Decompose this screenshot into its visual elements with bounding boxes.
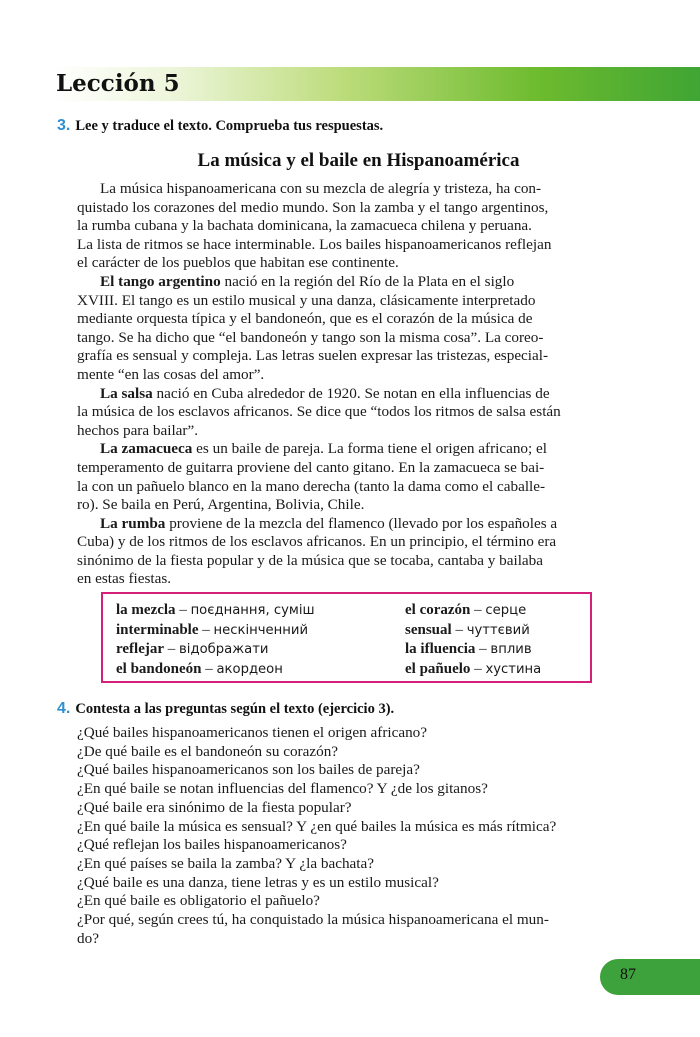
vocab-term: sensual xyxy=(405,621,452,638)
question-item: ¿En qué baile se notan influencias del flamenco? Y ¿de los gitanos? xyxy=(77,780,488,798)
question-item: do? xyxy=(77,929,99,947)
vocab-translation: поєднання, суміш xyxy=(190,603,315,618)
question-item: ¿Qué bailes hispanoamericanos tienen el origen africano? xyxy=(77,724,428,741)
vocabulary-column-right xyxy=(405,601,541,680)
exercise-3-instruction xyxy=(57,117,383,135)
vocab-translation: чуттєвий xyxy=(466,622,530,638)
term-zamacueca: La zamacueca xyxy=(100,440,193,458)
text-line: ro). Se baila en Perú, Argentina, Bolivia, Chile. xyxy=(77,496,365,514)
question-list xyxy=(77,724,642,948)
vocab-separator: – xyxy=(475,641,491,658)
vocab-separator: – xyxy=(201,661,217,678)
vocab-item xyxy=(116,601,315,621)
text-line: sinónimo de la fiesta popular y de la música que se tocaba, cantaba y bailaba xyxy=(77,551,543,569)
vocab-term: reflejar xyxy=(116,641,165,658)
paragraph-tango xyxy=(77,273,640,385)
vocab-translation: нескінченний xyxy=(213,622,309,638)
question-item: ¿En qué países se baila la zamba? Y ¿la bachata? xyxy=(77,854,374,872)
paragraph-zamacueca xyxy=(77,440,640,514)
vocab-term: la ifluencia xyxy=(405,641,476,658)
vocab-item xyxy=(116,640,315,660)
term-salsa: La salsa xyxy=(100,384,153,402)
text-line: el carácter de los pueblos que habitan ese continente. xyxy=(77,254,399,272)
vocab-separator: – xyxy=(164,641,180,658)
text-line: tango. Se ha dicho que “el bandoneón y tango son la misma cosa”. La coreo- xyxy=(77,328,544,346)
vocab-translation: серце xyxy=(485,603,527,618)
vocab-item xyxy=(116,660,315,680)
text-line xyxy=(77,385,640,404)
vocab-separator: – xyxy=(198,621,214,638)
text-fragment: es un baile de pareja. La forma tiene el origen africano; el xyxy=(192,440,547,458)
exercise-3-number: 3. xyxy=(57,117,71,134)
question-item: ¿En qué baile la música es sensual? Y ¿en qué bailes la música es más rítmica? xyxy=(77,817,557,835)
text-line: temperamento de guitarra proviene del canto gitano. En la zamacueca se bai- xyxy=(77,458,545,476)
vocab-term: el pañuelo xyxy=(405,661,471,678)
exercise-4-instruction xyxy=(57,700,394,718)
vocab-term: interminable xyxy=(116,621,199,638)
exercise-4-number: 4. xyxy=(57,700,71,717)
vocab-term: la mezcla xyxy=(116,602,176,618)
vocabulary-column-left xyxy=(116,601,315,680)
text-line: la música de los esclavos africanos. Se dice que “todos los ritmos de salsa están xyxy=(77,403,561,421)
vocab-term: el corazón xyxy=(405,602,471,618)
page-number-tab xyxy=(600,959,700,995)
vocab-item xyxy=(405,601,541,621)
text-fragment: nació en Cuba alrededor de 1920. Se notan en ella influencias de xyxy=(152,384,550,402)
exercise-4-text: Contesta a las preguntas según el texto (ejercicio 3). xyxy=(75,701,395,717)
vocab-separator: – xyxy=(470,602,486,618)
paragraph-salsa xyxy=(77,385,640,441)
text-fragment: nació en la región del Río de la Plata en el siglo xyxy=(220,272,515,290)
vocab-translation: акордеон xyxy=(216,662,283,678)
question-item: ¿Qué bailes hispanoamericanos son los bailes de pareja? xyxy=(77,761,420,779)
text-line: la rumba cubana y la bachata dominicana, la zamacueca chilena y peruana. xyxy=(77,217,532,235)
text-line xyxy=(77,440,640,459)
question-item: ¿De qué baile es el bandoneón su corazón? xyxy=(77,742,339,760)
text-line: grafía es sensual y compleja. Las letras suelen expresar las tristezas, especial- xyxy=(77,347,549,365)
reading-title: La música y el baile en Hispanoamérica xyxy=(197,150,520,171)
text-line: hechos para bailar”. xyxy=(77,421,199,439)
text-line: la con un pañuelo blanco en la mano derecha (tanto la dama como el caballe- xyxy=(77,477,546,495)
vocab-translation: хустина xyxy=(485,662,542,678)
vocab-term: el bandoneón xyxy=(116,661,202,678)
vocab-translation: вплив xyxy=(490,642,532,658)
text-line: en estas fiestas. xyxy=(77,570,172,588)
text-line xyxy=(77,273,640,292)
vocab-item xyxy=(116,621,315,641)
text-line: La música hispanoamericana con su mezcla de alegría y tristeza, ha con- xyxy=(100,180,542,197)
reading-text xyxy=(77,180,640,589)
text-line: La lista de ritmos se hace interminable. Los bailes hispanoamericanos reflejan xyxy=(77,235,552,253)
question-item: ¿Qué baile es una danza, tiene letras y es un estilo musical? xyxy=(77,873,439,891)
text-line: XVIII. El tango es un estilo musical y una danza, clásicamente interpretado xyxy=(77,291,536,309)
vocab-separator: – xyxy=(470,661,486,678)
question-item: ¿Por qué, según crees tú, ha conquistado la música hispanoamericana el mun- xyxy=(77,911,549,929)
text-line: Cuba) y de los ritmos de los esclavos africanos. En un principio, el término era xyxy=(77,533,557,551)
question-item: ¿En qué baile es obligatorio el pañuelo? xyxy=(77,892,320,910)
term-rumba: La rumba xyxy=(100,514,166,532)
vocab-translation: відображати xyxy=(179,642,269,658)
term-tango: El tango argentino xyxy=(100,272,221,290)
paragraph-rumba xyxy=(77,515,640,589)
text-fragment: proviene de la mezcla del flamenco (llevado por los españoles a xyxy=(165,514,558,532)
page-number: 87 xyxy=(620,966,636,983)
vocab-item xyxy=(405,660,541,680)
text-line: mediante orquesta típica y el bandoneón, que es el corazón de la música de xyxy=(77,310,533,328)
text-line: quistado los corazones del medio mundo. Son la zamba y el tango argentinos, xyxy=(77,198,549,216)
question-item: ¿Qué reflejan los bailes hispanoamericanos? xyxy=(77,836,347,854)
lesson-title: Lección 5 xyxy=(56,70,180,97)
vocabulary-box xyxy=(101,592,592,683)
question-item: ¿Qué baile era sinónimo de la fiesta popular? xyxy=(77,798,352,816)
exercise-3-text: Lee y traduce el texto. Comprueba tus respuestas. xyxy=(75,118,384,134)
vocab-item xyxy=(405,621,541,641)
text-line: mente “en las cosas del amor”. xyxy=(77,365,265,383)
vocab-item xyxy=(405,640,541,660)
vocab-separator: – xyxy=(175,602,191,618)
text-line xyxy=(77,515,640,534)
paragraph-music xyxy=(77,180,640,273)
vocab-separator: – xyxy=(451,621,467,638)
